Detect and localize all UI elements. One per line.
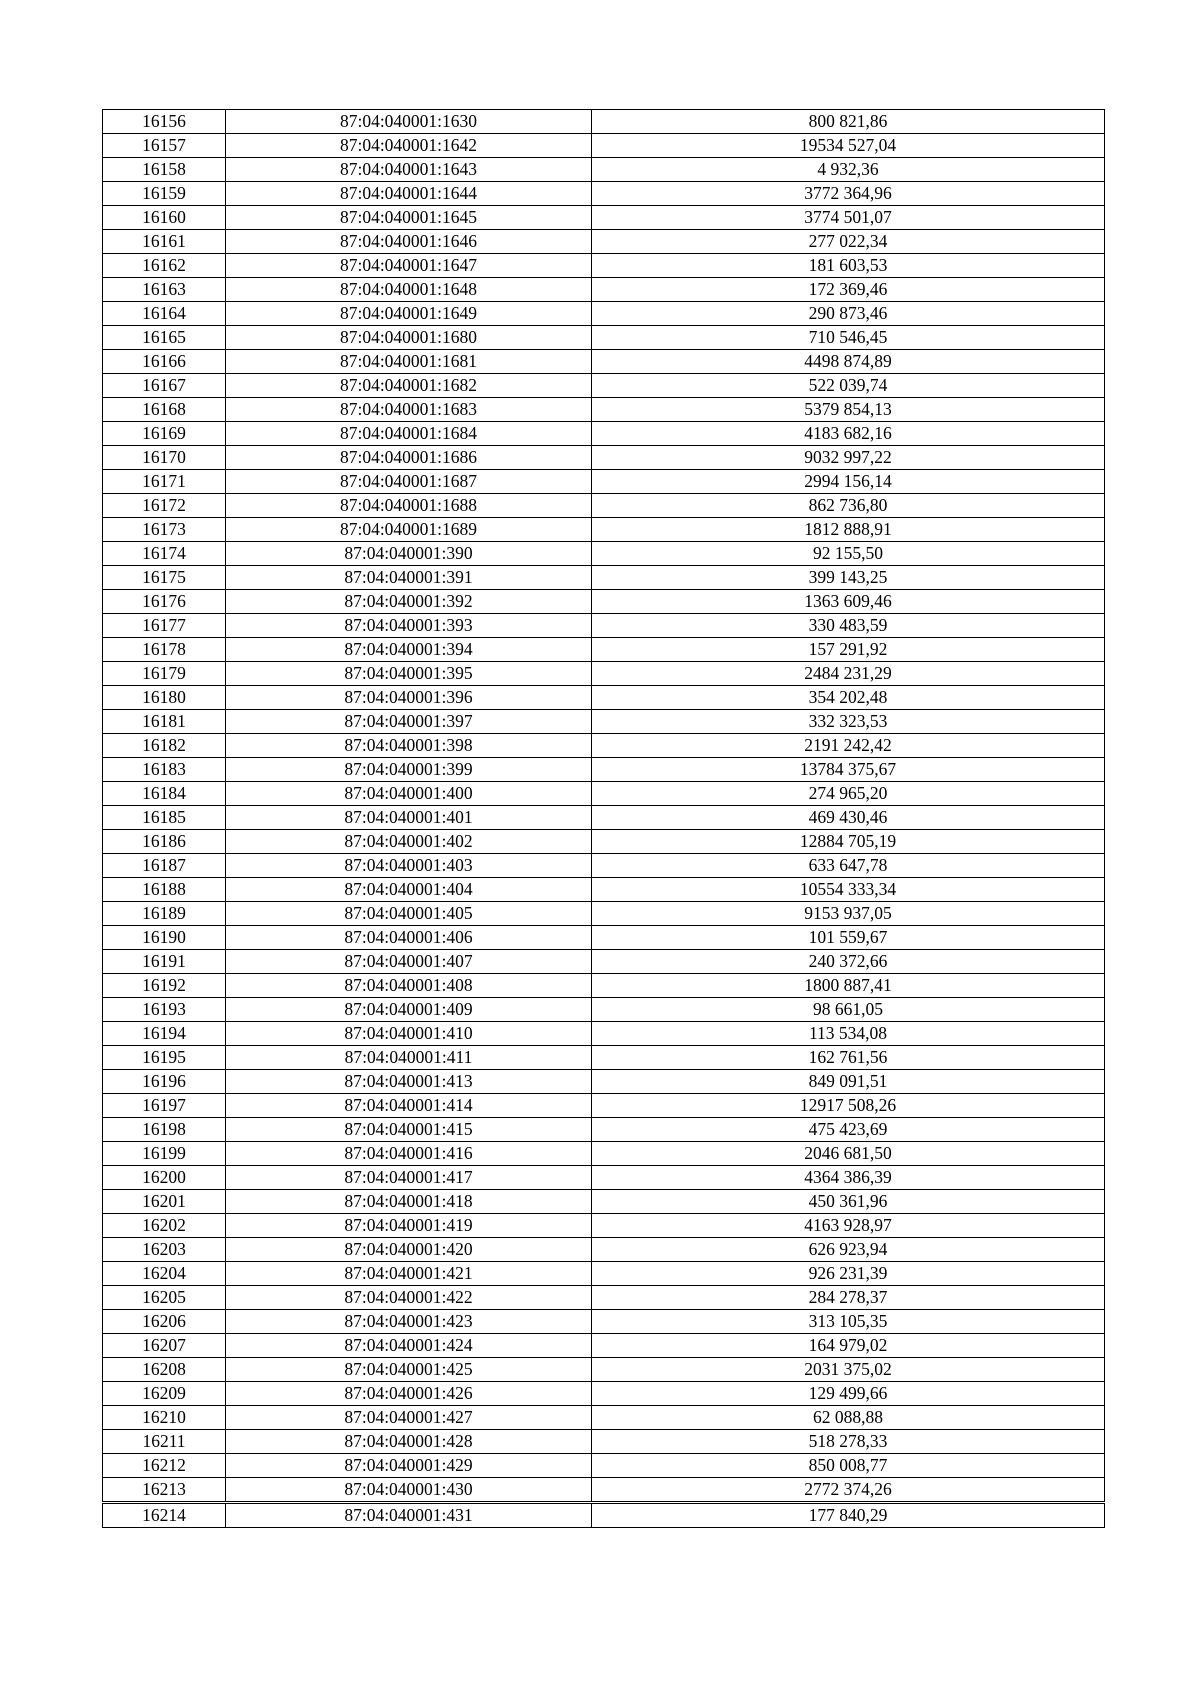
table-row xyxy=(103,854,1105,878)
table-row xyxy=(103,1142,1105,1166)
row-number-cell: 16209 xyxy=(103,1382,226,1406)
cadastral-number-cell: 87:04:040001:425 xyxy=(226,1358,592,1382)
cadastral-number-cell: 87:04:040001:404 xyxy=(226,878,592,902)
cadastral-value-cell: 3774 501,07 xyxy=(592,206,1105,230)
cadastral-value-cell: 162 761,56 xyxy=(592,1046,1105,1070)
cadastral-value-cell: 5379 854,13 xyxy=(592,398,1105,422)
cadastral-value-cell: 113 534,08 xyxy=(592,1022,1105,1046)
cadastral-number-cell: 87:04:040001:428 xyxy=(226,1430,592,1454)
cadastral-number-cell: 87:04:040001:398 xyxy=(226,734,592,758)
row-number-cell: 16211 xyxy=(103,1430,226,1454)
cadastral-value-cell: 4 932,36 xyxy=(592,158,1105,182)
row-number-cell: 16165 xyxy=(103,326,226,350)
row-number-cell: 16212 xyxy=(103,1454,226,1478)
row-number-cell: 16207 xyxy=(103,1334,226,1358)
cadastral-value-cell: 2994 156,14 xyxy=(592,470,1105,494)
table-row xyxy=(103,254,1105,278)
row-number-cell: 16214 xyxy=(103,1503,226,1528)
row-number-cell: 16182 xyxy=(103,734,226,758)
cadastral-number-cell: 87:04:040001:1649 xyxy=(226,302,592,326)
row-number-cell: 16173 xyxy=(103,518,226,542)
cadastral-number-cell: 87:04:040001:403 xyxy=(226,854,592,878)
table-row xyxy=(103,1358,1105,1382)
cadastral-value-cell: 164 979,02 xyxy=(592,1334,1105,1358)
table-row xyxy=(103,710,1105,734)
row-number-cell: 16176 xyxy=(103,590,226,614)
table-row xyxy=(103,1382,1105,1406)
table-row xyxy=(103,326,1105,350)
cadastral-number-cell: 87:04:040001:421 xyxy=(226,1262,592,1286)
cadastral-number-cell: 87:04:040001:413 xyxy=(226,1070,592,1094)
table-row xyxy=(103,902,1105,926)
table-row xyxy=(103,638,1105,662)
cadastral-number-cell: 87:04:040001:391 xyxy=(226,566,592,590)
cadastral-number-cell: 87:04:040001:427 xyxy=(226,1406,592,1430)
table-row xyxy=(103,1478,1105,1503)
row-number-cell: 16167 xyxy=(103,374,226,398)
row-number-cell: 16178 xyxy=(103,638,226,662)
row-number-cell: 16213 xyxy=(103,1478,226,1503)
row-number-cell: 16180 xyxy=(103,686,226,710)
cadastral-number-cell: 87:04:040001:411 xyxy=(226,1046,592,1070)
table-row xyxy=(103,974,1105,998)
table-row xyxy=(103,1070,1105,1094)
table-row xyxy=(103,230,1105,254)
cadastral-number-cell: 87:04:040001:407 xyxy=(226,950,592,974)
cadastral-number-cell: 87:04:040001:408 xyxy=(226,974,592,998)
table-row xyxy=(103,830,1105,854)
row-number-cell: 16197 xyxy=(103,1094,226,1118)
row-number-cell: 16168 xyxy=(103,398,226,422)
cadastral-value-cell: 177 840,29 xyxy=(592,1503,1105,1528)
cadastral-number-cell: 87:04:040001:402 xyxy=(226,830,592,854)
cadastral-value-cell: 450 361,96 xyxy=(592,1190,1105,1214)
cadastral-value-cell: 399 143,25 xyxy=(592,566,1105,590)
row-number-cell: 16177 xyxy=(103,614,226,638)
row-number-cell: 16206 xyxy=(103,1310,226,1334)
table-row xyxy=(103,302,1105,326)
cadastral-value-cell: 157 291,92 xyxy=(592,638,1105,662)
row-number-cell: 16193 xyxy=(103,998,226,1022)
cadastral-number-cell: 87:04:040001:397 xyxy=(226,710,592,734)
row-number-cell: 16188 xyxy=(103,878,226,902)
table-row xyxy=(103,590,1105,614)
cadastral-number-cell: 87:04:040001:392 xyxy=(226,590,592,614)
cadastral-number-cell: 87:04:040001:1644 xyxy=(226,182,592,206)
row-number-cell: 16204 xyxy=(103,1262,226,1286)
row-number-cell: 16201 xyxy=(103,1190,226,1214)
row-number-cell: 16200 xyxy=(103,1166,226,1190)
cadastral-number-cell: 87:04:040001:417 xyxy=(226,1166,592,1190)
row-number-cell: 16198 xyxy=(103,1118,226,1142)
row-number-cell: 16183 xyxy=(103,758,226,782)
row-number-cell: 16163 xyxy=(103,278,226,302)
table-row xyxy=(103,470,1105,494)
table-row xyxy=(103,1214,1105,1238)
table-row xyxy=(103,494,1105,518)
row-number-cell: 16172 xyxy=(103,494,226,518)
cadastral-value-cell: 313 105,35 xyxy=(592,1310,1105,1334)
cadastral-number-cell: 87:04:040001:1684 xyxy=(226,422,592,446)
cadastral-value-cell: 4364 386,39 xyxy=(592,1166,1105,1190)
row-number-cell: 16185 xyxy=(103,806,226,830)
cadastral-number-cell: 87:04:040001:405 xyxy=(226,902,592,926)
cadastral-value-cell: 469 430,46 xyxy=(592,806,1105,830)
cadastral-number-cell: 87:04:040001:396 xyxy=(226,686,592,710)
table-row xyxy=(103,1430,1105,1454)
table-row xyxy=(103,110,1105,134)
row-number-cell: 16202 xyxy=(103,1214,226,1238)
cadastral-number-cell: 87:04:040001:1687 xyxy=(226,470,592,494)
table-row xyxy=(103,278,1105,302)
cadastral-number-cell: 87:04:040001:414 xyxy=(226,1094,592,1118)
table-row xyxy=(103,446,1105,470)
cadastral-value-cell: 277 022,34 xyxy=(592,230,1105,254)
cadastral-value-cell: 9032 997,22 xyxy=(592,446,1105,470)
table-row xyxy=(103,1046,1105,1070)
cadastral-value-cell: 800 821,86 xyxy=(592,110,1105,134)
table-row xyxy=(103,1454,1105,1478)
table-row xyxy=(103,1334,1105,1358)
cadastral-value-cell: 129 499,66 xyxy=(592,1382,1105,1406)
cadastral-number-cell: 87:04:040001:431 xyxy=(226,1503,592,1528)
cadastral-value-cell: 4498 874,89 xyxy=(592,350,1105,374)
cadastral-value-cell: 4183 682,16 xyxy=(592,422,1105,446)
cadastral-number-cell: 87:04:040001:1643 xyxy=(226,158,592,182)
cadastral-number-cell: 87:04:040001:400 xyxy=(226,782,592,806)
cadastral-value-cell: 633 647,78 xyxy=(592,854,1105,878)
table-row xyxy=(103,1286,1105,1310)
table-row xyxy=(103,1406,1105,1430)
cadastral-value-cell: 98 661,05 xyxy=(592,998,1105,1022)
cadastral-value-cell: 101 559,67 xyxy=(592,926,1105,950)
row-number-cell: 16166 xyxy=(103,350,226,374)
row-number-cell: 16194 xyxy=(103,1022,226,1046)
cadastral-number-cell: 87:04:040001:406 xyxy=(226,926,592,950)
cadastral-number-cell: 87:04:040001:394 xyxy=(226,638,592,662)
row-number-cell: 16192 xyxy=(103,974,226,998)
cadastral-value-cell: 330 483,59 xyxy=(592,614,1105,638)
row-number-cell: 16189 xyxy=(103,902,226,926)
row-number-cell: 16156 xyxy=(103,110,226,134)
table-row xyxy=(103,1262,1105,1286)
table-body xyxy=(103,110,1105,1528)
cadastral-number-cell: 87:04:040001:424 xyxy=(226,1334,592,1358)
cadastral-value-cell: 1363 609,46 xyxy=(592,590,1105,614)
cadastral-value-cell: 475 423,69 xyxy=(592,1118,1105,1142)
table-row xyxy=(103,1022,1105,1046)
cadastral-value-cell: 19534 527,04 xyxy=(592,134,1105,158)
cadastral-value-cell: 522 039,74 xyxy=(592,374,1105,398)
table-row xyxy=(103,350,1105,374)
row-number-cell: 16203 xyxy=(103,1238,226,1262)
cadastral-number-cell: 87:04:040001:1680 xyxy=(226,326,592,350)
row-number-cell: 16179 xyxy=(103,662,226,686)
row-number-cell: 16210 xyxy=(103,1406,226,1430)
cadastral-value-cell: 10554 333,34 xyxy=(592,878,1105,902)
table-row xyxy=(103,1166,1105,1190)
table-row xyxy=(103,878,1105,902)
table-row xyxy=(103,758,1105,782)
row-number-cell: 16181 xyxy=(103,710,226,734)
cadastral-number-cell: 87:04:040001:422 xyxy=(226,1286,592,1310)
cadastral-number-cell: 87:04:040001:1630 xyxy=(226,110,592,134)
table-row xyxy=(103,398,1105,422)
table-row xyxy=(103,566,1105,590)
row-number-cell: 16157 xyxy=(103,134,226,158)
cadastral-value-cell: 284 278,37 xyxy=(592,1286,1105,1310)
table-row xyxy=(103,950,1105,974)
cadastral-value-cell: 1812 888,91 xyxy=(592,518,1105,542)
cadastral-value-cell: 2046 681,50 xyxy=(592,1142,1105,1166)
cadastral-value-cell: 274 965,20 xyxy=(592,782,1105,806)
cadastral-number-cell: 87:04:040001:426 xyxy=(226,1382,592,1406)
cadastral-value-cell: 62 088,88 xyxy=(592,1406,1105,1430)
row-number-cell: 16171 xyxy=(103,470,226,494)
row-number-cell: 16174 xyxy=(103,542,226,566)
cadastral-value-cell: 4163 928,97 xyxy=(592,1214,1105,1238)
table-row xyxy=(103,206,1105,230)
cadastral-value-cell: 13784 375,67 xyxy=(592,758,1105,782)
cadastral-value-cell: 354 202,48 xyxy=(592,686,1105,710)
table-row xyxy=(103,374,1105,398)
table-row xyxy=(103,134,1105,158)
row-number-cell: 16184 xyxy=(103,782,226,806)
cadastral-value-cell: 172 369,46 xyxy=(592,278,1105,302)
cadastral-value-cell: 626 923,94 xyxy=(592,1238,1105,1262)
table-row xyxy=(103,662,1105,686)
table-row xyxy=(103,158,1105,182)
cadastral-number-cell: 87:04:040001:1645 xyxy=(226,206,592,230)
cadastral-number-cell: 87:04:040001:393 xyxy=(226,614,592,638)
row-number-cell: 16191 xyxy=(103,950,226,974)
table-row xyxy=(103,1190,1105,1214)
cadastral-number-cell: 87:04:040001:1686 xyxy=(226,446,592,470)
cadastral-value-cell: 332 323,53 xyxy=(592,710,1105,734)
row-number-cell: 16169 xyxy=(103,422,226,446)
cadastral-number-cell: 87:04:040001:418 xyxy=(226,1190,592,1214)
table-row xyxy=(103,806,1105,830)
cadastral-number-cell: 87:04:040001:390 xyxy=(226,542,592,566)
cadastral-number-cell: 87:04:040001:1648 xyxy=(226,278,592,302)
cadastral-number-cell: 87:04:040001:1682 xyxy=(226,374,592,398)
cadastral-number-cell: 87:04:040001:395 xyxy=(226,662,592,686)
row-number-cell: 16175 xyxy=(103,566,226,590)
row-number-cell: 16161 xyxy=(103,230,226,254)
row-number-cell: 16170 xyxy=(103,446,226,470)
row-number-cell: 16196 xyxy=(103,1070,226,1094)
row-number-cell: 16158 xyxy=(103,158,226,182)
cadastral-value-cell: 9153 937,05 xyxy=(592,902,1105,926)
cadastral-value-cell: 290 873,46 xyxy=(592,302,1105,326)
table-row xyxy=(103,1238,1105,1262)
cadastral-number-cell: 87:04:040001:410 xyxy=(226,1022,592,1046)
cadastral-number-cell: 87:04:040001:1688 xyxy=(226,494,592,518)
cadastral-value-cell: 850 008,77 xyxy=(592,1454,1105,1478)
cadastral-value-cell: 3772 364,96 xyxy=(592,182,1105,206)
cadastral-value-cell: 710 546,45 xyxy=(592,326,1105,350)
table-row xyxy=(103,998,1105,1022)
row-number-cell: 16162 xyxy=(103,254,226,278)
cadastral-value-cell: 240 372,66 xyxy=(592,950,1105,974)
cadastral-number-cell: 87:04:040001:416 xyxy=(226,1142,592,1166)
table-row xyxy=(103,1094,1105,1118)
cadastral-number-cell: 87:04:040001:420 xyxy=(226,1238,592,1262)
cadastral-number-cell: 87:04:040001:399 xyxy=(226,758,592,782)
row-number-cell: 16205 xyxy=(103,1286,226,1310)
table-row xyxy=(103,1503,1105,1528)
document-page xyxy=(102,109,1104,1528)
row-number-cell: 16160 xyxy=(103,206,226,230)
cadastral-number-cell: 87:04:040001:1642 xyxy=(226,134,592,158)
cadastral-value-table xyxy=(102,109,1105,1528)
cadastral-value-cell: 2772 374,26 xyxy=(592,1478,1105,1503)
row-number-cell: 16164 xyxy=(103,302,226,326)
cadastral-number-cell: 87:04:040001:419 xyxy=(226,1214,592,1238)
cadastral-number-cell: 87:04:040001:423 xyxy=(226,1310,592,1334)
cadastral-value-cell: 862 736,80 xyxy=(592,494,1105,518)
table-row xyxy=(103,422,1105,446)
cadastral-number-cell: 87:04:040001:409 xyxy=(226,998,592,1022)
cadastral-number-cell: 87:04:040001:401 xyxy=(226,806,592,830)
row-number-cell: 16159 xyxy=(103,182,226,206)
row-number-cell: 16199 xyxy=(103,1142,226,1166)
row-number-cell: 16187 xyxy=(103,854,226,878)
cadastral-number-cell: 87:04:040001:430 xyxy=(226,1478,592,1503)
cadastral-value-cell: 518 278,33 xyxy=(592,1430,1105,1454)
cadastral-value-cell: 849 091,51 xyxy=(592,1070,1105,1094)
cadastral-value-cell: 181 603,53 xyxy=(592,254,1105,278)
table-row xyxy=(103,782,1105,806)
cadastral-number-cell: 87:04:040001:1646 xyxy=(226,230,592,254)
cadastral-value-cell: 2191 242,42 xyxy=(592,734,1105,758)
cadastral-value-cell: 12917 508,26 xyxy=(592,1094,1105,1118)
cadastral-number-cell: 87:04:040001:1689 xyxy=(226,518,592,542)
cadastral-number-cell: 87:04:040001:415 xyxy=(226,1118,592,1142)
cadastral-value-cell: 926 231,39 xyxy=(592,1262,1105,1286)
row-number-cell: 16208 xyxy=(103,1358,226,1382)
cadastral-value-cell: 12884 705,19 xyxy=(592,830,1105,854)
table-row xyxy=(103,926,1105,950)
cadastral-value-cell: 1800 887,41 xyxy=(592,974,1105,998)
cadastral-number-cell: 87:04:040001:1647 xyxy=(226,254,592,278)
cadastral-value-cell: 2031 375,02 xyxy=(592,1358,1105,1382)
table-row xyxy=(103,182,1105,206)
table-row xyxy=(103,686,1105,710)
row-number-cell: 16190 xyxy=(103,926,226,950)
cadastral-number-cell: 87:04:040001:1681 xyxy=(226,350,592,374)
table-row xyxy=(103,518,1105,542)
cadastral-value-cell: 2484 231,29 xyxy=(592,662,1105,686)
table-row xyxy=(103,1310,1105,1334)
row-number-cell: 16195 xyxy=(103,1046,226,1070)
cadastral-number-cell: 87:04:040001:1683 xyxy=(226,398,592,422)
table-row xyxy=(103,614,1105,638)
table-row xyxy=(103,542,1105,566)
table-row xyxy=(103,734,1105,758)
cadastral-value-cell: 92 155,50 xyxy=(592,542,1105,566)
table-row xyxy=(103,1118,1105,1142)
row-number-cell: 16186 xyxy=(103,830,226,854)
cadastral-number-cell: 87:04:040001:429 xyxy=(226,1454,592,1478)
